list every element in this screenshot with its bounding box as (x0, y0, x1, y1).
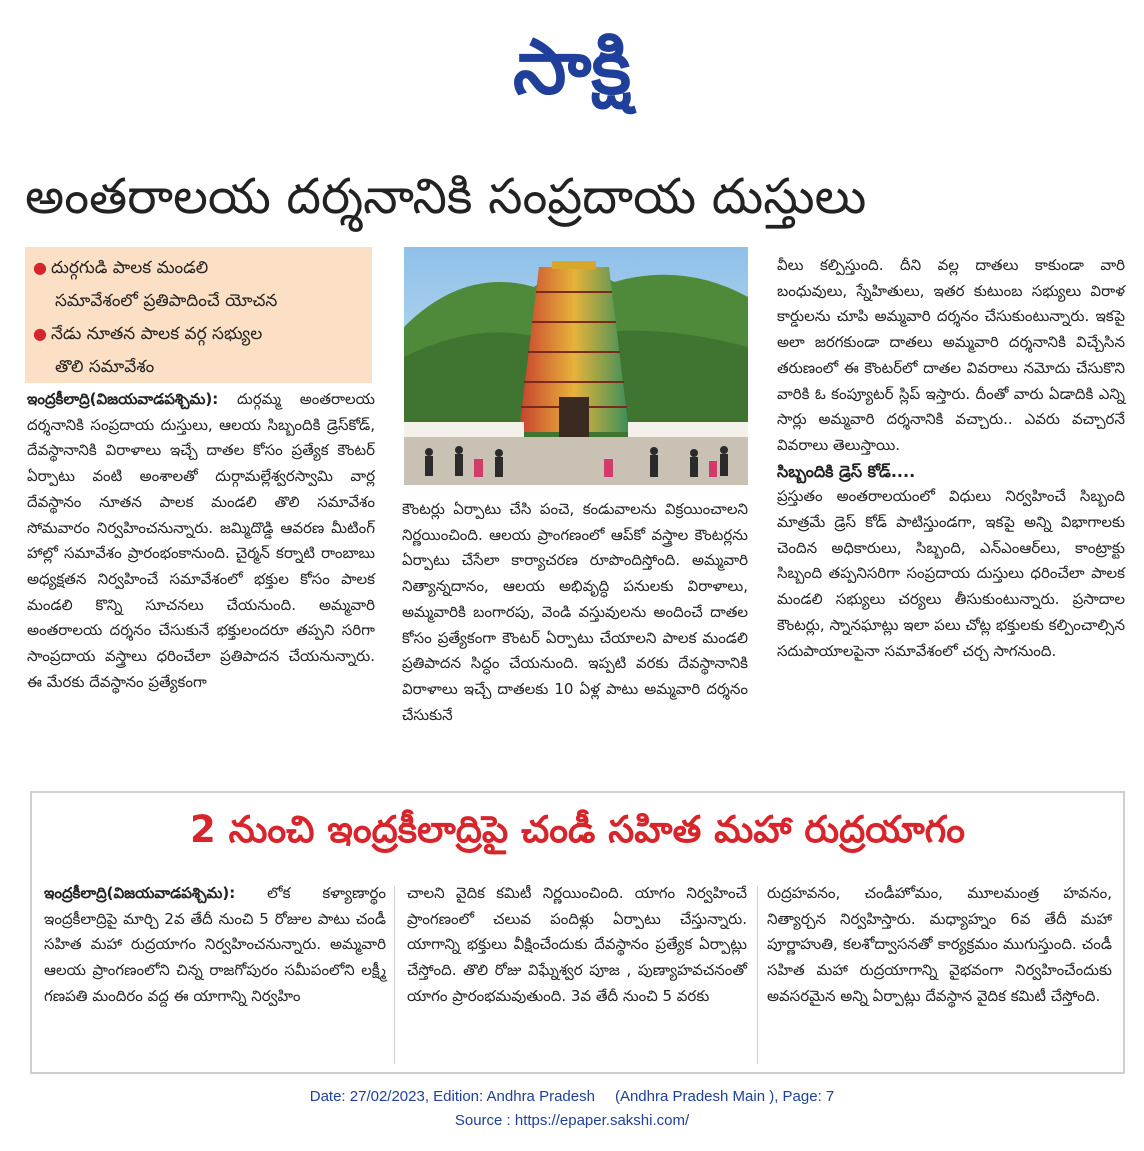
masthead-logo: సాక్షి (512, 22, 632, 111)
highlight-line: దుర్గగుడి పాలక మండలి (50, 258, 209, 278)
bullet-icon: ● (33, 324, 47, 343)
main-headline: అంతరాలయ దర్శనానికి సంప్రదాయ దుస్తులు (25, 168, 867, 225)
subheading: సిబ్బందికి డ్రెస్ కోడ్.... (777, 461, 916, 481)
column-divider (757, 886, 758, 1064)
temple-gopuram-image (404, 247, 748, 485)
footer-date: Date: 27/02/2023, Edition: Andhra Pradesh (309, 1088, 595, 1105)
highlight-line: సమావేశంలో ప్రతిపాదించే యోచన (55, 291, 278, 311)
column-text: రుద్రహవనం, చండీహోమం, మూలమంత్ర హవనం, నిత్యార్చన నిర్వహిస్తారు. మధ్యాహ్నం 6వ తేదీ మహా పూర్ణాహుతి, కలశోద్వాసనతో కార్యక్రమం ముగుస్తుంది. చండీ సహిత మహా రుద్రయాగాన్ని వైభవంగా నిర్వహించేందుకు అవసరమైన అన్ని ఏర్పాట్లు దేవస్థాన వైదిక కమిటీ చేస్తోంది. (767, 884, 1112, 1005)
source-footer (0, 1085, 1144, 1133)
bullet-icon: ● (33, 258, 47, 277)
footer-edition: (Andhra Pradesh Main ), Page: 7 (614, 1088, 835, 1105)
highlight-item (33, 251, 368, 318)
second-story-column-1 (44, 881, 386, 1010)
column-text: లోక కళ్యాణార్థం ఇంద్రకీలాద్రిపై మార్చి 2వ తేదీ నుంచి 5 రోజుల పాటు చండీ సహిత మహా రుద్రయాగం నిర్వహించనున్నారు. అమ్మవారి ఆలయ ప్రాంగణంలోని చిన్న రాజగోపురం సమీపంలోని లక్ష్మీ గణపతి మందిరం వద్ద ఈ యాగాన్ని నిర్వహిం (44, 884, 386, 1005)
column-text: దుర్గమ్మ అంతరాలయ దర్శనానికి సంప్రదాయ దుస్తులు, ఆలయ సిబ్బందికి డ్రెస్‌కోడ్, దేవస్థానానికి విరాళాలు ఇచ్చే దాతల కోసం ప్రత్యేక కౌంటర్ ఏర్పాటు వంటి అంశాలతో దుర్గామల్లేశ్వరస్వామి వార్ల దేవస్థానం నూతన పాలక మండలి తొలి సమావేశం సోమవారం నిర్వహించనున్నారు. జమ్మిదొడ్డి ఆవరణ మీటింగ్ హాల్లో సమావేశం ప్రారంభంకానుంది. చైర్మన్ కర్నాటి రాంబాబు అధ్యక్షతన నిర్వహించే సమావేశంలో భక్తుల కోసం పాలక మండలి కొన్ని సూచనలు చేయనుంది. అమ్మవారి అంతరాలయ దర్శనం చేసుకునే భక్తులందరూ తప్పని సరిగా సాంప్రదాయ వస్త్రాలు ధరించేలా ప్రతిపాదన చేయనున్నారు. ఈ మేరకు దేవస్థానం ప్రత్యేకంగా (27, 390, 375, 691)
dateline: ఇంద్రకీలాద్రి(విజయవాడపశ్చిమ): (44, 884, 236, 902)
article-column-3 (777, 253, 1125, 664)
highlight-line: నేడు నూతన పాలక వర్గ సభ్యుల (50, 324, 263, 344)
second-headline: 2 నుంచి ఇంద్రకీలాద్రిపై చండీ సహిత మహా రుద్రయాగం (189, 808, 966, 851)
column-text: కౌంటర్లు ఏర్పాటు చేసి పంచె, కండువాలను విక్రయించాలని నిర్ణయించింది. ఆలయ ప్రాంగణంలో ఆప్‌కో వస్త్రాల కౌంటర్లను ఏర్పాటు చేసేలా కార్యాచరణ రూపొందిస్తోంది. అమ్మవారి నిత్యాన్నదానం, ఆలయ అభివృద్ధి పనులకు విరాళాలు, అమ్మవారికి బంగారపు, వెండి వస్తువులను అందించే దాతల కోసం ప్రత్యేకంగా కౌంటర్ ఏర్పాటు చేయాలని పాలక మండలి ప్రతిపాదన సిద్ధం చేయనుంది. ఇప్పటి వరకు దేవస్థానానికి విరాళాలు ఇచ్చే దాతలకు 10 ఏళ్ల పాటు అమ్మవారి దర్శనం చేసుకునే (402, 500, 748, 724)
footer-date-line (0, 1085, 1144, 1109)
temple-photo (404, 247, 748, 485)
column-text: చాలని వైదిక కమిటీ నిర్ణయించింది. యాగం నిర్వహించే ప్రాంగణంలో చలువ పందిళ్లు ఏర్పాటు చేస్తున్నారు. యాగాన్ని భక్తులు వీక్షించేందుకు దేవస్థానం ప్రత్యేక ఏర్పాట్లు చేస్తోంది. తొలి రోజు విఘ్నేశ్వర పూజ , పుణ్యాహవచనంతో యాగం ప్రారంభమవుతుంది. 3వ తేదీ నుంచి 5 వరకు (407, 884, 747, 1005)
article-column-1 (27, 387, 375, 695)
highlights-box (25, 247, 372, 383)
column-text: వీలు కల్పిస్తుంది. దీని వల్ల దాతలు కాకుండా వారి బంధువులు, స్నేహితులు, ఇతర కుటుంబ సభ్యులు విరాళ కార్డులను చూపి అమ్మవారి దర్శనం చేసుకుంటున్నారు. ఇకపై అలా జరగకుండా దాతలు అమ్మవారి దర్శనానికి విచ్చేసిన తరుణంలో ఈ కౌంటర్‌లో దాతల వివరాలు నమోదు చేసుకొని వారికి ఓ కంప్యూటర్ స్లిప్ ఇస్తారు. దీంతో వారు ఏడాదికి ఎన్ని సార్లు అమ్మవారి దర్శనానికి వచ్చారు.. ఎవరు వచ్చారనే వివరాలు తెలుస్తాయి. (777, 256, 1125, 454)
column-text: ప్రస్తుతం అంతరాలయంలో విధులు నిర్వహించే సిబ్బంది మాత్రమే డ్రెస్ కోడ్ పాటిస్తుండగా, ఇకపై అన్ని విభాగాలకు చెందిన అధికారులు, సిబ్బంది, ఎన్‌ఎంఆర్‌లు, కాంట్రాక్టు సిబ్బంది తప్పనిసరిగా సంప్రదాయ దుస్తులు ధరించేలా పాలక మండలి సభ్యులు చర్యలు తీసుకుంటున్నారు. ప్రసాదాల కౌంటర్లు, స్నానఘాట్లు ఇలా పలు చోట్ల భక్తులకు కల్పించాల్సిన సదుపాయాలపైనా సమావేశంలో చర్చ సాగనుంది. (777, 487, 1125, 660)
article-column-2 (402, 497, 748, 728)
highlight-item (33, 317, 368, 384)
second-story-column-3 (767, 881, 1112, 1010)
footer-source[interactable]: Source : https://epaper.sakshi.com/ (454, 1112, 690, 1129)
highlight-line: తొలి సమావేశం (55, 357, 155, 377)
column-divider (394, 886, 395, 1064)
second-story-box (30, 791, 1125, 1074)
dateline: ఇంద్రకీలాద్రి(విజయవాడపశ్చిమ): (27, 390, 219, 408)
second-story-column-2 (407, 881, 747, 1010)
